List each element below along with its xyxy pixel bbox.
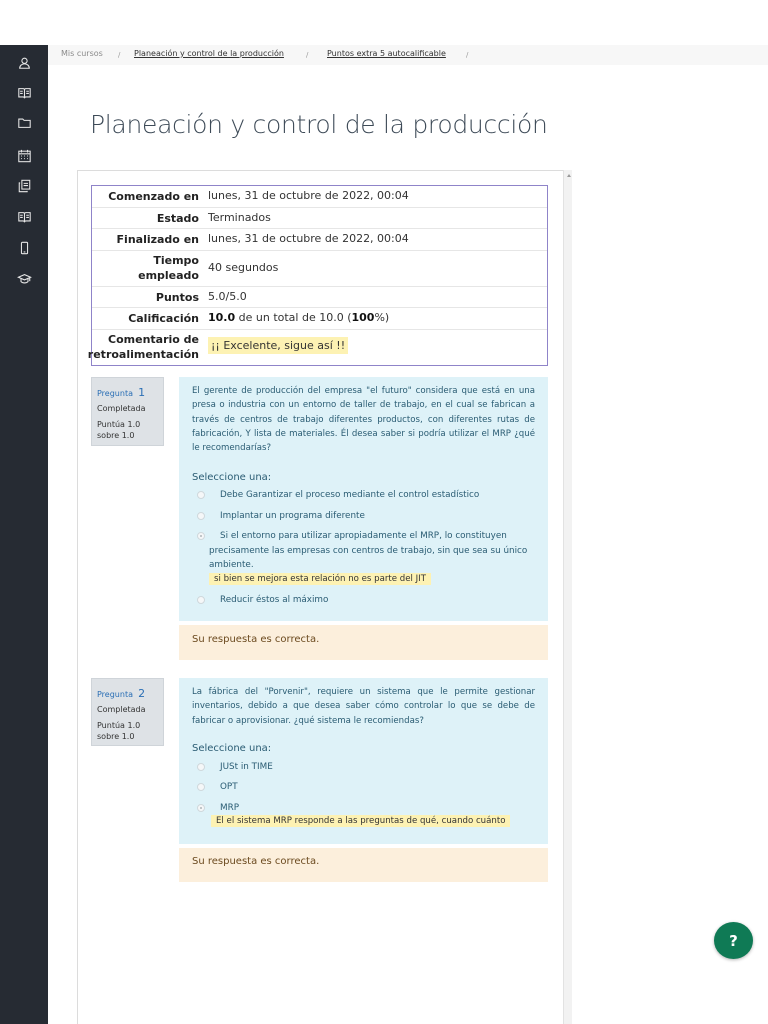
question-info-2 (91, 678, 164, 746)
answer-option-selected-line: precisamente las empresas con centros de trabajo, sin que sea su único (209, 546, 528, 556)
answer-option: OPT (220, 782, 238, 792)
answer-radio-selected[interactable] (197, 532, 205, 540)
answer-specific-feedback: si bien se mejora esta relación no es parte del JIT (209, 573, 431, 585)
book-icon[interactable] (17, 210, 32, 224)
question-outcome-2: Su respuesta es correcta. (179, 848, 548, 882)
breadcrumb-quiz[interactable]: Puntos extra 5 autocalificable (327, 49, 446, 58)
summary-value: 5.0/5.0 (208, 290, 247, 303)
summary-value: lunes, 31 de octubre de 2022, 00:04 (208, 232, 409, 245)
summary-value: lunes, 31 de octubre de 2022, 00:04 (208, 189, 409, 202)
question-text: La fábrica del "Porvenir", requiere un sistema que le permite gestionar inventarios, debido a que desea saber cómo controlar lo que se debe de fabricar o aprovisionar. ¿qué sistema le recomiendas? (192, 687, 535, 726)
help-button[interactable]: ? (714, 922, 753, 959)
question-grade-line: Puntúa 1.0 (97, 721, 141, 730)
summary-label (138, 253, 199, 283)
answer-prompt: Seleccione una: (192, 743, 272, 754)
summary-label-line: Tiempo (153, 254, 199, 267)
summary-value (208, 339, 348, 352)
question-grade-line: Puntúa 1.0 (97, 420, 141, 429)
answer-radio[interactable] (197, 783, 205, 791)
answer-prompt: Seleccione una: (192, 472, 272, 483)
summary-value: Terminados (208, 211, 271, 224)
question-label: Pregunta (97, 690, 133, 699)
graduation-cap-icon[interactable] (17, 272, 32, 286)
question-grade-line: sobre 1.0 (97, 431, 135, 440)
question-state: Completada (97, 404, 146, 413)
answer-option: Reducir éstos al máximo (220, 595, 329, 605)
summary-label: Comenzado en (108, 190, 199, 203)
question-grade (97, 720, 147, 742)
summary-label: Calificación (128, 312, 199, 325)
summary-row-time (92, 251, 547, 287)
breadcrumb-my-courses[interactable]: Mis cursos (61, 49, 103, 58)
answer-radio[interactable] (197, 512, 205, 520)
question-info-1 (91, 377, 164, 446)
overall-feedback: ¡¡ Excelente, sigue así !! (208, 337, 348, 354)
question-number-value: 2 (138, 687, 146, 700)
breadcrumb-separator: / (466, 51, 469, 59)
answer-radio[interactable] (197, 596, 205, 604)
answer-specific-feedback: El el sistema MRP responde a las preguntas de qué, cuando cuánto (211, 815, 510, 827)
summary-row-state (92, 208, 547, 229)
sidebar-nav (0, 45, 48, 1024)
summary-label-line: retroalimentación (87, 348, 199, 361)
breadcrumb (48, 45, 768, 65)
summary-row-feedback (87, 330, 547, 365)
summary-row-points (92, 287, 547, 308)
breadcrumb-separator: / (306, 51, 309, 59)
summary-value: 40 segundos (208, 261, 279, 274)
scrollbar[interactable] (563, 170, 572, 1024)
summary-value (208, 311, 389, 324)
question-grade-line: sobre 1.0 (97, 732, 135, 741)
copy-icon[interactable] (17, 179, 32, 193)
grade-score: 10.0 (208, 311, 236, 324)
answer-radio-selected[interactable] (197, 804, 205, 812)
summary-label-line: Comentario de (108, 333, 199, 346)
summary-row-grade (92, 308, 547, 330)
calendar-icon[interactable] (17, 149, 32, 163)
question-number (97, 682, 158, 701)
question-outcome-1: Su respuesta es correcta. (179, 625, 548, 660)
breadcrumb-separator: / (118, 51, 121, 59)
question-number (97, 381, 158, 400)
answer-option: Implantar un programa diferente (220, 511, 365, 521)
question-grade (97, 419, 147, 441)
grade-percent: 100 (351, 311, 375, 324)
page-title: Planeación y control de la producción (90, 110, 548, 139)
scroll-up-arrow-icon[interactable] (567, 174, 571, 177)
mobile-icon[interactable] (17, 241, 32, 255)
summary-row-started (92, 186, 547, 208)
summary-label: Estado (156, 212, 199, 225)
answer-option: JUSt in TIME (220, 762, 273, 772)
answer-radio[interactable] (197, 491, 205, 499)
book-icon[interactable] (17, 86, 32, 100)
answer-option-selected: Si el entorno para utilizar apropiadamente el MRP, lo constituyen (220, 531, 507, 541)
answer-option-selected: MRP (220, 803, 240, 813)
question-state: Completada (97, 705, 146, 714)
summary-row-finished (92, 229, 547, 251)
summary-label (88, 332, 199, 362)
answer-option: Debe Garantizar el proceso mediante el control estadístico (220, 490, 480, 500)
answer-option-selected-line: ambiente. (209, 560, 254, 570)
question-number-value: 1 (138, 386, 146, 399)
answer-radio[interactable] (197, 763, 205, 771)
grade-text: de un total de 10.0 ( (235, 311, 352, 324)
question-text: El gerente de producción del empresa "el futuro" considera que está en una presa o industria con un entorno de taller de trabajo, en el cual se fabrican a través de centros de trabajo diferentes productos, con diferentes rutas de fabricación, Y lista de materiales. Él desea saber si podría utilizar el MRP ¿qué le recomendarías? (192, 386, 535, 454)
attempt-summary-table (87, 185, 548, 366)
grade-text: %) (374, 311, 390, 324)
summary-label-line: empleado (138, 269, 199, 282)
summary-label: Finalizado en (116, 233, 199, 246)
user-icon[interactable] (17, 56, 32, 70)
breadcrumb-course[interactable]: Planeación y control de la producción (134, 49, 284, 58)
folder-icon[interactable] (17, 116, 32, 130)
summary-label: Puntos (155, 291, 199, 304)
question-label: Pregunta (97, 389, 133, 398)
